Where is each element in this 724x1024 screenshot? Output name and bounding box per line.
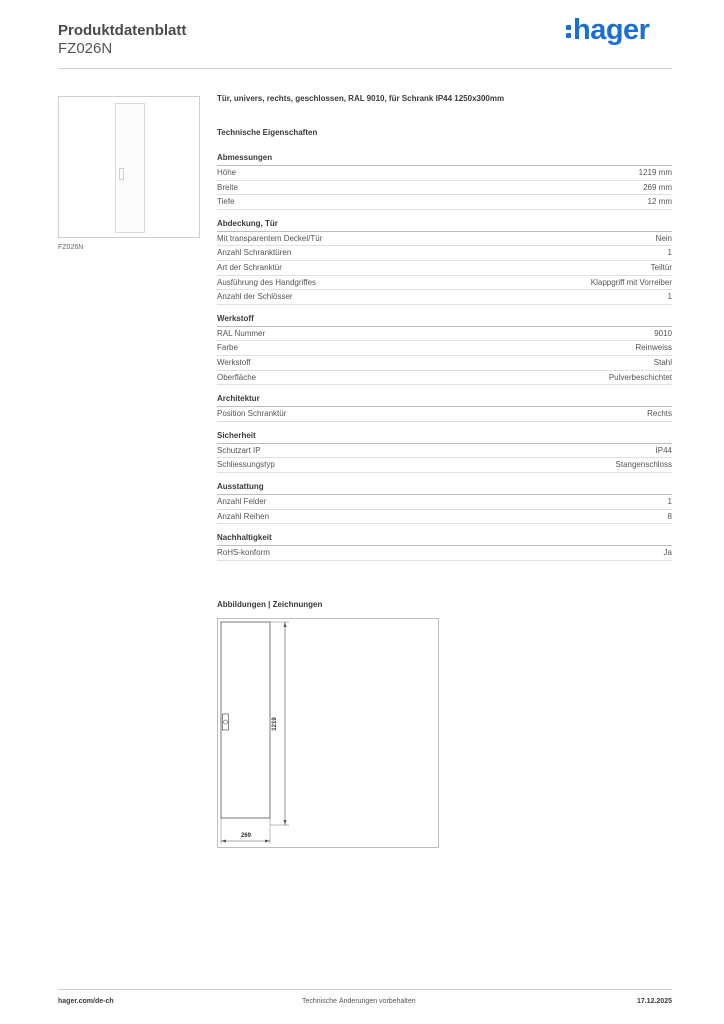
- technical-drawing: [217, 618, 439, 848]
- section-heading: Architektur: [217, 394, 672, 407]
- property-value: Teiltür: [650, 262, 672, 272]
- door-drawing-svg: [218, 619, 438, 847]
- property-label: Anzahl Felder: [217, 496, 267, 506]
- product-details: [217, 94, 672, 570]
- property-row: [217, 261, 672, 276]
- height-dimension-label: 1219: [272, 717, 278, 731]
- properties-section: [217, 314, 672, 385]
- properties-section: [217, 482, 672, 524]
- property-row: [217, 276, 672, 291]
- property-value: Klappgriff mit Vorreiber: [590, 277, 672, 287]
- footer-divider: [58, 989, 672, 990]
- property-value: Pulverbeschichtet: [608, 372, 672, 382]
- property-label: RoHS-konform: [217, 548, 270, 558]
- technical-properties-title: Technische Eigenschaften: [217, 128, 318, 137]
- hager-logo: [566, 14, 649, 47]
- door-thumbnail-icon: [115, 103, 145, 233]
- property-label: Oberfläche: [217, 372, 257, 382]
- property-label: Breite: [217, 182, 238, 192]
- property-value: IP44: [655, 445, 672, 455]
- property-row: [217, 444, 672, 459]
- logo-colon-icon: [566, 22, 571, 41]
- property-row: [217, 546, 672, 561]
- section-heading: Ausstattung: [217, 482, 672, 495]
- section-heading: Sicherheit: [217, 431, 672, 444]
- properties-section: [217, 533, 672, 561]
- property-value: Ja: [663, 548, 672, 558]
- property-value: 8: [667, 511, 672, 521]
- property-value: Stahl: [653, 357, 672, 367]
- property-row: [217, 246, 672, 261]
- drawings-title: Abbildungen | Zeichnungen: [217, 600, 323, 609]
- product-image-caption: FZ026N: [58, 244, 84, 251]
- footer-date: 17.12.2025: [636, 998, 672, 1005]
- property-value: 1: [667, 496, 672, 506]
- footer-disclaimer: Technische Änderungen vorbehalten: [302, 998, 416, 1005]
- property-value: 1: [667, 248, 672, 258]
- page-title: Produktdatenblatt: [58, 22, 187, 39]
- property-row: [217, 356, 672, 371]
- property-value: Rechts: [647, 409, 672, 419]
- lock-icon: [224, 720, 228, 724]
- property-row: [217, 195, 672, 210]
- property-value: 1: [667, 292, 672, 302]
- property-label: Werkstoff: [217, 357, 251, 367]
- section-heading: Nachhaltigkeit: [217, 533, 672, 546]
- header-divider: [58, 68, 672, 69]
- property-label: Ausführung des Handgriffes: [217, 277, 317, 287]
- property-label: Höhe: [217, 168, 237, 177]
- property-value: 12 mm: [647, 197, 672, 207]
- property-value: 9010: [654, 328, 672, 338]
- property-value: Reinweiss: [635, 343, 672, 353]
- property-row: [217, 166, 672, 181]
- property-value: 269 mm: [643, 182, 672, 192]
- properties-sections: [217, 153, 672, 561]
- property-label: Schutzart IP: [217, 445, 261, 455]
- property-label: RAL Nummer: [217, 328, 266, 338]
- product-description: Tür, univers, rechts, geschlossen, RAL 9010, für Schrank IP44 1250x300mm: [217, 94, 505, 103]
- product-image: [58, 96, 200, 238]
- property-label: Farbe: [217, 343, 238, 353]
- property-row: [217, 290, 672, 305]
- product-number: FZ026N: [58, 40, 113, 57]
- property-row: [217, 181, 672, 196]
- property-row: [217, 327, 672, 342]
- property-row: [217, 495, 672, 510]
- properties-section: [217, 394, 672, 422]
- logo-text: hager: [573, 14, 650, 46]
- property-label: Anzahl Schranktüren: [217, 248, 292, 258]
- properties-section: [217, 219, 672, 305]
- property-label: Art der Schranktür: [217, 262, 282, 272]
- property-label: Schliessungstyp: [217, 460, 275, 470]
- property-row: [217, 510, 672, 525]
- section-heading: Abmessungen: [217, 153, 672, 166]
- property-value: Nein: [655, 233, 672, 243]
- properties-section: [217, 431, 672, 473]
- property-value: 1219 mm: [638, 168, 672, 177]
- footer-website-link[interactable]: hager.com/de-ch: [58, 998, 114, 1005]
- property-value: Stangenschloss: [615, 460, 672, 470]
- section-heading: Werkstoff: [217, 314, 672, 327]
- property-row: [217, 371, 672, 386]
- property-row: [217, 458, 672, 473]
- width-dimension-label: 269: [240, 833, 252, 839]
- property-label: Anzahl der Schlösser: [217, 292, 293, 302]
- property-row: [217, 341, 672, 356]
- property-label: Mit transparentem Deckel/Tür: [217, 233, 323, 243]
- property-label: Tiefe: [217, 197, 235, 207]
- property-row: [217, 407, 672, 422]
- property-label: Position Schranktür: [217, 409, 287, 419]
- property-row: [217, 232, 672, 247]
- properties-section: [217, 153, 672, 210]
- section-heading: Abdeckung, Tür: [217, 219, 672, 232]
- property-label: Anzahl Reihen: [217, 511, 270, 521]
